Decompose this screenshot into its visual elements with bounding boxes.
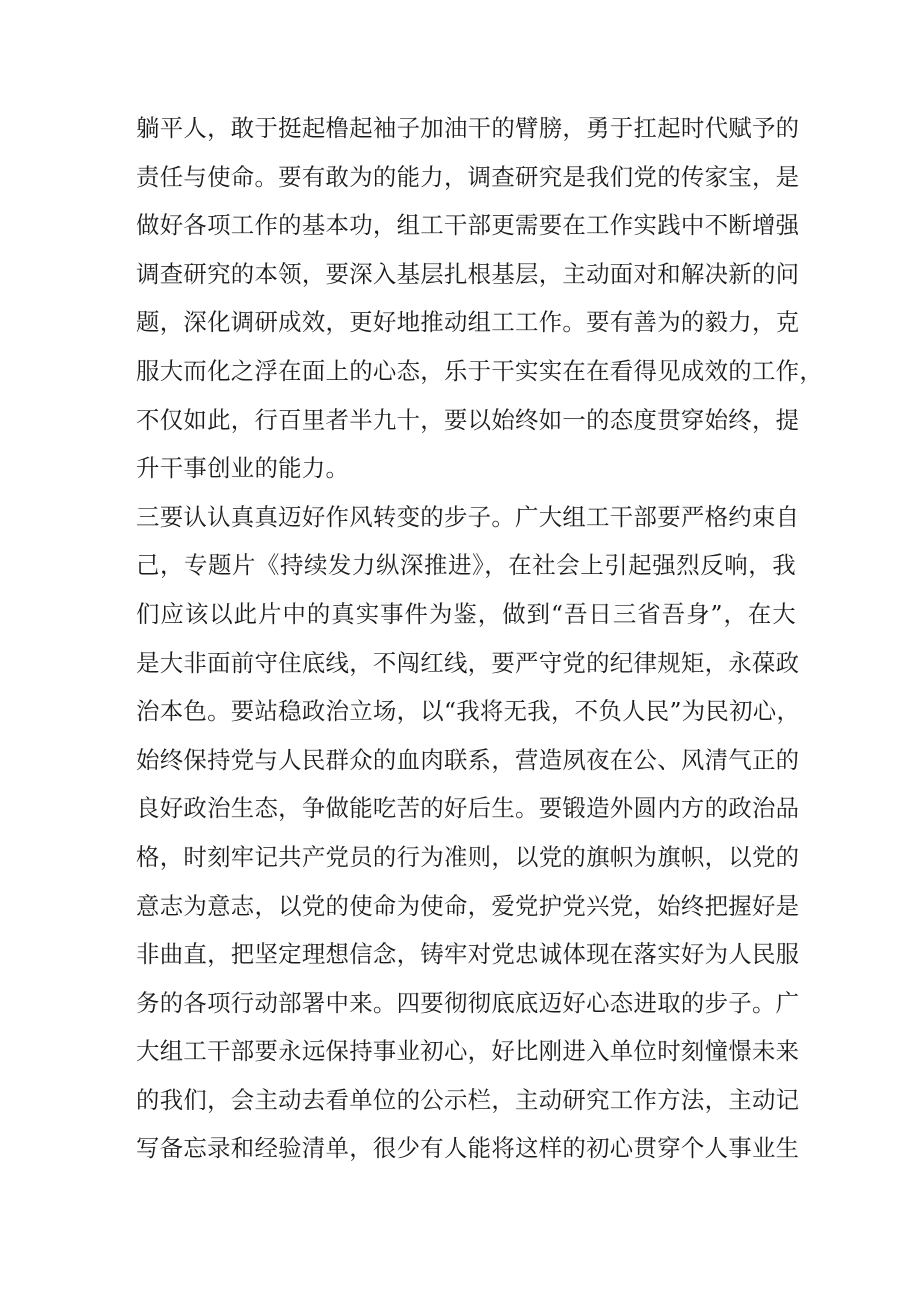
text-line: 格，时刻牢记共产党员的行为准则，以党的旗帜为旗帜，以党的 — [136, 842, 800, 871]
text-line: 治本色。要站稳政治立场，以“我将无我，不负人民”为民初心， — [136, 697, 801, 726]
text-line: 题，深化调研成效，更好地推动组工工作。要有善为的毅力，克 — [136, 308, 800, 337]
text-line: 务的各项行动部署中来。四要彻彻底底迈好心态进取的步子。广 — [136, 988, 800, 1017]
text-line: 升干事创业的能力。 — [136, 454, 350, 483]
text-line: 们应该以此片中的真实事件为鉴，做到“吾日三省吾身”，在大 — [136, 599, 796, 628]
text-line: 躺平人，敢于挺起橹起袖子加油干的臂膀，勇于扛起时代赋予的 — [136, 114, 800, 142]
text-line: 责任与使命。要有敢为的能力，调查研究是我们党的传家宝，是 — [136, 162, 800, 191]
text-line: 良好政治生态，争做能吃苦的好后生。要锻造外圆内方的政治品 — [136, 794, 800, 823]
text-line: 非曲直，把坚定理想信念，铸牢对党忠诚体现在落实好为人民服 — [136, 940, 800, 969]
text-line: 三要认认真真迈好作风转变的步子。广大组工干部要严格约束自 — [136, 502, 800, 531]
text-line: 始终保持党与人民群众的血肉联系，营造夙夜在公、风清气正的 — [136, 745, 800, 774]
text-line: 的我们，会主动去看单位的公示栏，主动研究工作方法，主动记 — [136, 1085, 800, 1114]
text-line: 己，专题片《持续发力纵深推进》，在社会上引起强烈反响，我 — [136, 551, 796, 580]
body-text — [136, 104, 824, 1173]
text-line: 不仅如此，行百里者半九十，要以始终如一的态度贯穿始终，提 — [136, 405, 800, 434]
text-line: 写备忘录和经验清单，很少有人能将这样的初心贯穿个人事业生 — [136, 1134, 800, 1163]
text-line: 是大非面前守住底线，不闯红线，要严守党的纪律规矩，永葆政 — [136, 648, 800, 677]
text-line: 意志为意志，以党的使命为使命，爱党护党兴党，始终把握好是 — [136, 891, 800, 920]
text-line: 做好各项工作的基本功，组工干部更需要在工作实践中不断增强 — [136, 211, 800, 240]
text-line: 服大而化之浮在面上的心态，乐于干实实在在看得见成效的工作， — [136, 356, 824, 385]
text-line: 调查研究的本领，要深入基层扎根基层，主动面对和解决新的问 — [136, 259, 800, 288]
text-line: 大组工干部要永远保持事业初心，好比刚进入单位时刻憧憬未来 — [136, 1037, 800, 1066]
